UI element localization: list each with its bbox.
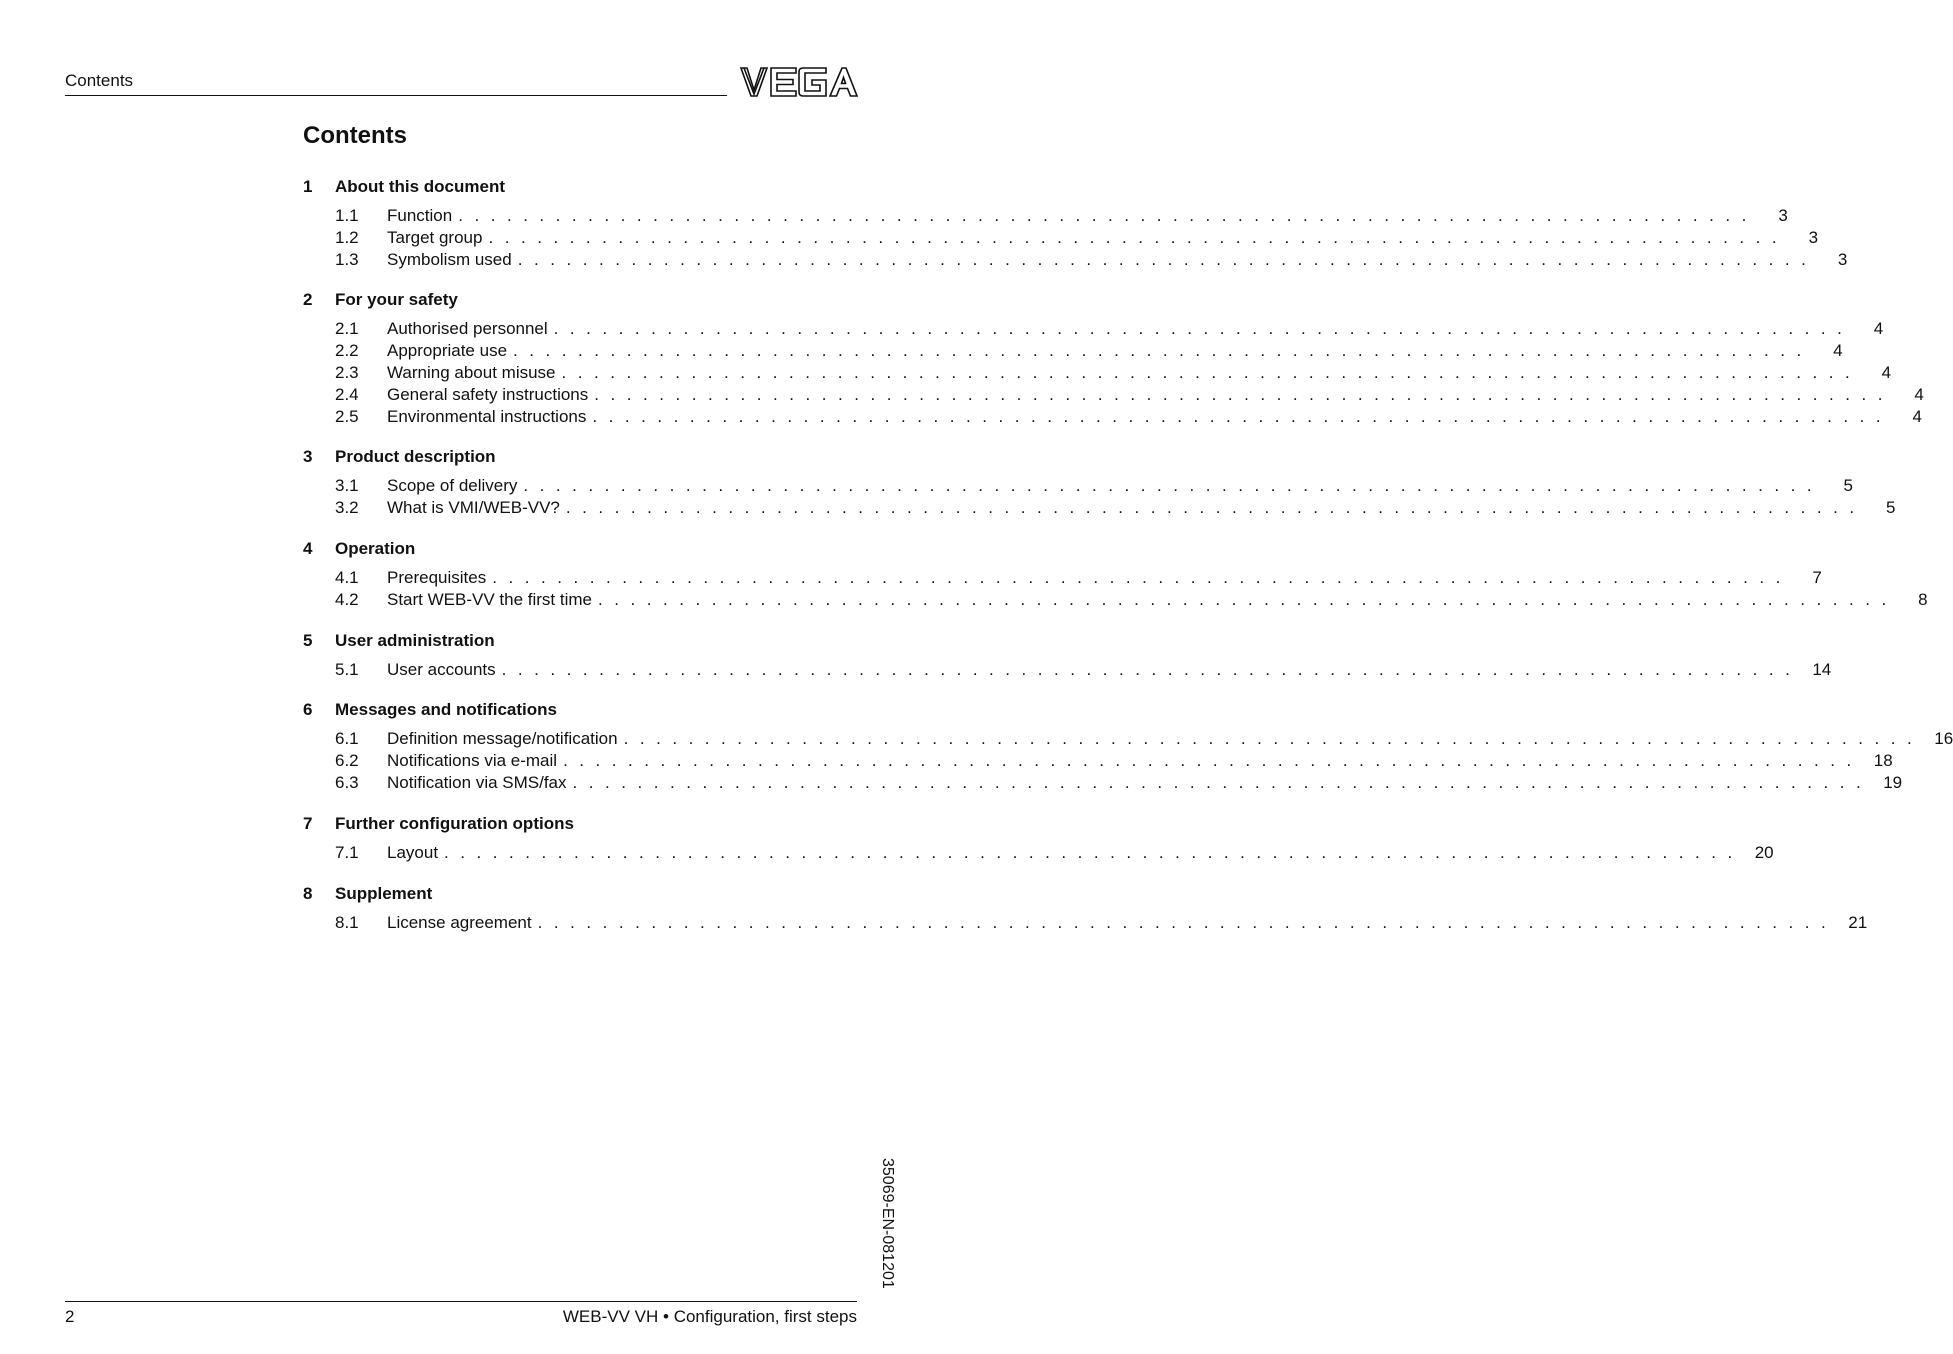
dot-leader: . . . . . . . . . . . . . . . . . . . . . . . . . . . . . . . . . . . . . . . . . . . . . . . . . . . . . . . . . . . . . . . . . . . . . . . . . . . . . . . . [458, 206, 1750, 225]
header-rule [65, 95, 727, 96]
entry-page-number: 18 [1873, 751, 1893, 771]
entry-page-number: 5 [1886, 498, 1896, 518]
dot-leader: . . . . . . . . . . . . . . . . . . . . . . . . . . . . . . . . . . . . . . . . . . . . . . . . . . . . . . . . . . . . . . . . . . . . . . . . . . . . . . . . [565, 498, 1858, 518]
entry-page-number: 4 [1912, 406, 1922, 426]
entry-number: 6.3 [335, 772, 359, 792]
document-code: 35069-EN-081201 [879, 1158, 896, 1289]
section-title: For your safety [335, 290, 458, 310]
entry-title: Authorised personnel [387, 319, 548, 339]
entry-title: Target group [387, 227, 483, 247]
entry-page-number: 3 [1808, 227, 1819, 247]
section-title: Operation [335, 538, 416, 558]
toc-entry[interactable] [303, 659, 1832, 681]
section-title: Further configuration options [335, 813, 574, 833]
entry-page-number: 4 [1914, 384, 1924, 404]
toc-entry[interactable] [303, 589, 1928, 611]
entry-number: 2.5 [335, 406, 359, 426]
entry-page-number: 20 [1754, 842, 1774, 862]
dot-leader: . . . . . . . . . . . . . . . . . . . . . . . . . . . . . . . . . . . . . . . . . . . . . . . . . . . . . . . . . . . . . . . . . . . . . . . . . . . . . . . . [513, 341, 1805, 361]
dot-leader: . . . . . . . . . . . . . . . . . . . . . . . . . . . . . . . . . . . . . . . . . . . . . . . . . . . . . . . . . . . . . . . . . . . . . . . . . . . . . . . . [623, 729, 1916, 749]
entry-page-number: 19 [1883, 772, 1903, 792]
entry-number: 2.4 [335, 384, 359, 404]
entry-title: Function [387, 206, 453, 225]
dot-leader: . . . . . . . . . . . . . . . . . . . . . . . . . . . . . . . . . . . . . . . . . . . . . . . . . . . . . . . . . . . . . . . . . . . . . . . . . . . . . . . . [517, 249, 1810, 269]
toc-entry[interactable] [303, 318, 1884, 340]
section-number: 7 [303, 813, 313, 833]
entry-number: 2.3 [335, 362, 359, 382]
entry-number: 8.1 [335, 912, 359, 932]
entry-page-number: 16 [1934, 729, 1953, 749]
section-number: 4 [303, 538, 313, 558]
dot-leader: . . . . . . . . . . . . . . . . . . . . . . . . . . . . . . . . . . . . . . . . . . . . . . . . . . . . . . . . . . . . . . . . . . . . . . . . . . . . . . . . [501, 659, 1794, 679]
entry-page-number: 21 [1848, 912, 1868, 932]
dot-leader: . . . . . . . . . . . . . . . . . . . . . . . . . . . . . . . . . . . . . . . . . . . . . . . . . . . . . . . . . . . . . . . . . . . . . . . . . . . . . . . . [492, 567, 1784, 587]
toc-section-heading[interactable] [303, 289, 859, 311]
footer-rule [65, 1301, 857, 1302]
entry-page-number: 4 [1873, 319, 1884, 339]
section-number: 6 [303, 700, 313, 720]
toc-section [303, 538, 1928, 611]
toc-section [303, 630, 1832, 681]
entry-number: 3.1 [335, 476, 359, 496]
toc-section-heading[interactable] [303, 446, 859, 468]
toc-section-heading[interactable] [303, 883, 859, 905]
entry-title: Prerequisites [387, 567, 487, 587]
footer-page-number: 2 [65, 1307, 75, 1326]
entry-title: Symbolism used [387, 249, 512, 269]
toc-section [303, 176, 1848, 270]
toc-sections [303, 176, 1953, 933]
entry-title: General safety instructions [387, 384, 589, 404]
dot-leader: . . . . . . . . . . . . . . . . . . . . . . . . . . . . . . . . . . . . . . . . . . . . . . . . . . . . . . . . . . . . . . . . . . . . . . . . . . . . . . . . [572, 772, 1865, 792]
section-title: About this document [335, 177, 505, 196]
dot-leader: . . . . . . . . . . . . . . . . . . . . . . . . . . . . . . . . . . . . . . . . . . . . . . . . . . . . . . . . . . . . . . . . . . . . . . . . . . . . . . . . [553, 319, 1846, 339]
entry-number: 4.1 [335, 567, 359, 587]
toc-section-heading[interactable] [303, 538, 859, 560]
toc-entry[interactable] [303, 227, 1819, 249]
toc-entry[interactable] [303, 362, 1892, 384]
entry-number: 1.3 [335, 249, 359, 269]
section-title: Supplement [335, 883, 433, 903]
toc-entry[interactable] [303, 750, 1893, 772]
entry-title: License agreement [387, 912, 532, 932]
entry-page-number: 8 [1918, 589, 1928, 609]
dot-leader: . . . . . . . . . . . . . . . . . . . . . . . . . . . . . . . . . . . . . . . . . . . . . . . . . . . . . . . . . . . . . . . . . . . . . . . . . . . . . . . . [488, 227, 1781, 247]
toc-entry[interactable] [303, 728, 1953, 750]
toc-entry[interactable] [303, 567, 1822, 589]
footer-title: WEB-VV VH • Configuration, first steps [562, 1307, 857, 1326]
toc-entry[interactable] [303, 340, 1843, 362]
toc-entry[interactable] [303, 912, 1868, 934]
dot-leader: . . . . . . . . . . . . . . . . . . . . . . . . . . . . . . . . . . . . . . . . . . . . . . . . . . . . . . . . . . . . . . . . . . . . . . . . . . . . . . . . [598, 589, 1890, 609]
entry-number: 4.2 [335, 589, 359, 609]
section-number: 2 [303, 290, 313, 310]
toc-section [303, 446, 1896, 519]
entry-title: Notification via SMS/fax [387, 772, 567, 792]
entry-title: Warning about misuse [387, 362, 556, 382]
toc-entry[interactable] [303, 772, 1903, 794]
toc-section [303, 289, 1924, 427]
entry-number: 7.1 [335, 842, 359, 862]
entry-number: 2.2 [335, 341, 359, 361]
entry-title: Start WEB-VV the first time [387, 589, 592, 609]
vega-logo-icon [740, 66, 858, 98]
toc-entry[interactable] [303, 475, 1853, 497]
section-title: Product description [335, 447, 496, 467]
toc-section [303, 813, 1774, 864]
toc-entry[interactable] [303, 384, 1924, 406]
entry-page-number: 14 [1812, 659, 1832, 679]
toc-section-heading[interactable] [303, 630, 859, 652]
dot-leader: . . . . . . . . . . . . . . . . . . . . . . . . . . . . . . . . . . . . . . . . . . . . . . . . . . . . . . . . . . . . . . . . . . . . . . . . . . . . . . . . [594, 384, 1886, 404]
header-label: Contents [65, 71, 134, 90]
entry-title: Environmental instructions [387, 406, 587, 426]
toc-section-heading[interactable] [303, 699, 859, 721]
entry-page-number: 5 [1843, 476, 1853, 496]
section-number: 5 [303, 630, 313, 650]
entry-page-number: 3 [1778, 206, 1788, 225]
section-title: Messages and notifications [335, 700, 557, 720]
toc-entry[interactable] [303, 497, 1896, 519]
entry-page-number: 4 [1881, 362, 1892, 382]
entry-title: Scope of delivery [387, 476, 518, 496]
dot-leader: . . . . . . . . . . . . . . . . . . . . . . . . . . . . . . . . . . . . . . . . . . . . . . . . . . . . . . . . . . . . . . . . . . . . . . . . . . . . . . . . [523, 476, 1815, 496]
section-number: 3 [303, 447, 313, 467]
entry-number: 6.1 [335, 729, 359, 749]
entry-number: 5.1 [335, 659, 359, 679]
entry-number: 2.1 [335, 319, 359, 339]
entry-number: 3.2 [335, 498, 359, 518]
table-of-contents [303, 122, 1953, 952]
entry-page-number: 3 [1837, 249, 1848, 269]
entry-title: What is VMI/WEB-VV? [387, 498, 560, 518]
entry-number: 6.2 [335, 751, 359, 771]
section-title: User administration [335, 630, 495, 650]
vega-logo [740, 66, 858, 98]
entry-number: 1.2 [335, 227, 359, 247]
entry-title: User accounts [387, 659, 496, 679]
dot-leader: . . . . . . . . . . . . . . . . . . . . . . . . . . . . . . . . . . . . . . . . . . . . . . . . . . . . . . . . . . . . . . . . . . . . . . . . . . . . . . . . [592, 406, 1884, 426]
toc-entry[interactable] [303, 406, 1922, 428]
dot-leader: . . . . . . . . . . . . . . . . . . . . . . . . . . . . . . . . . . . . . . . . . . . . . . . . . . . . . . . . . . . . . . . . . . . . . . . . . . . . . . . . [561, 362, 1854, 382]
dot-leader: . . . . . . . . . . . . . . . . . . . . . . . . . . . . . . . . . . . . . . . . . . . . . . . . . . . . . . . . . . . . . . . . . . . . . . . . . . . . . . . . [563, 751, 1855, 771]
toc-section-heading[interactable] [303, 813, 859, 835]
dot-leader: . . . . . . . . . . . . . . . . . . . . . . . . . . . . . . . . . . . . . . . . . . . . . . . . . . . . . . . . . . . . . . . . . . . . . . . . . . . . . . . . [537, 912, 1830, 932]
toc-section-heading[interactable] [303, 176, 859, 198]
toc-entry[interactable] [303, 249, 1848, 271]
entry-title: Definition message/notification [387, 729, 618, 749]
section-number: 1 [303, 177, 313, 196]
entry-title: Layout [387, 842, 439, 862]
section-number: 8 [303, 883, 313, 903]
toc-entry[interactable] [303, 205, 1788, 227]
entry-title: Notifications via e-mail [387, 751, 558, 771]
entry-title: Appropriate use [387, 341, 508, 361]
toc-entry[interactable] [303, 842, 1774, 864]
entry-page-number: 7 [1812, 567, 1822, 587]
dot-leader: . . . . . . . . . . . . . . . . . . . . . . . . . . . . . . . . . . . . . . . . . . . . . . . . . . . . . . . . . . . . . . . . . . . . . . . . . . . . . . . . [444, 842, 1736, 862]
entry-page-number: 4 [1833, 341, 1843, 361]
entry-number: 1.1 [335, 206, 359, 225]
toc-section [303, 699, 1953, 793]
toc-section [303, 883, 1868, 934]
page-title: Contents [303, 122, 407, 149]
